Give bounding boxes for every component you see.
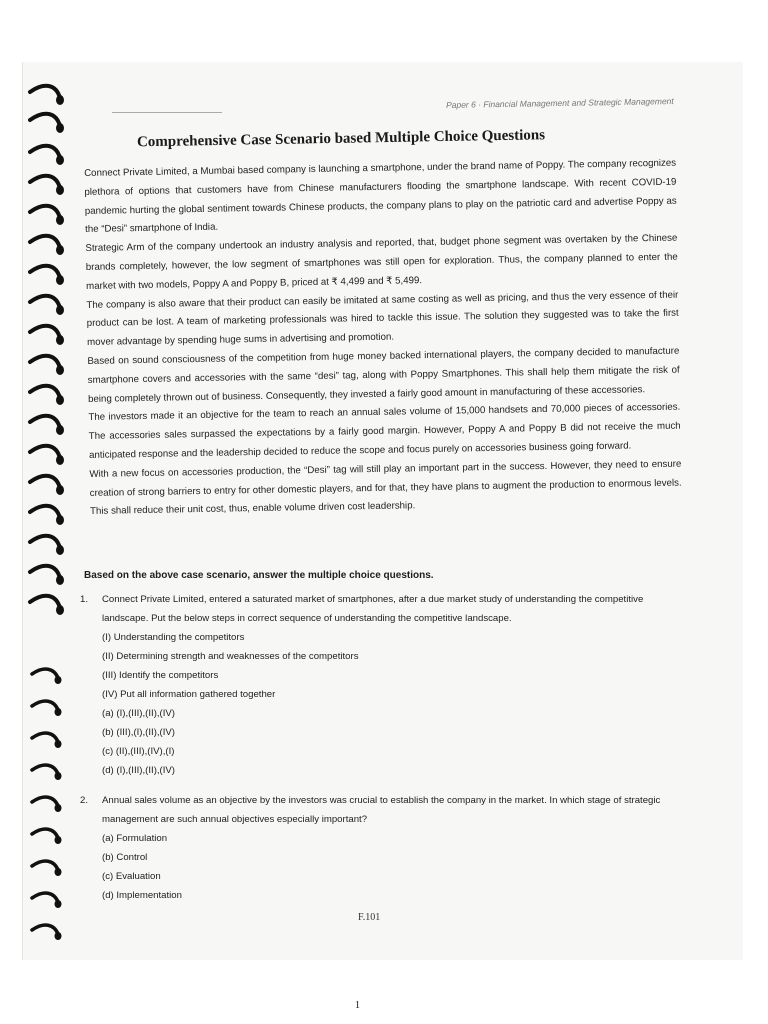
- answer-option-d: (d) Implementation: [102, 890, 182, 901]
- answer-option-a: (a) Formulation: [102, 833, 168, 844]
- question-step: (I) Understanding the competitors: [102, 632, 245, 643]
- answer-option-d: (d) (I),(III),(II),(IV): [102, 765, 176, 776]
- page-code: F.101: [358, 912, 381, 923]
- question-1: [80, 590, 676, 780]
- spiral-coils-graphic: [26, 70, 72, 950]
- header-rule: [112, 112, 222, 113]
- instruction-heading: Based on the above case scenario, answer the multiple choice questions.: [84, 570, 434, 581]
- question-number: 2.: [80, 795, 89, 806]
- page-number: 1: [355, 1000, 360, 1011]
- answer-option-c: (c) (II),(III),(IV),(I): [102, 746, 175, 757]
- case-paragraph-6: With a new focus on accessories production, the “Desi” tag will still play an important part in the success. However, they need to ensure creation of strong barriers to entry for other domestic players, and for that, they have plans to augment the production to enormous levels. This shall reduce their unit cost, thus, enable volume driven cost leadership.: [89, 458, 682, 518]
- case-paragraph-4: Based on sound consciousness of the competition from huge money backed international players, the company decided to manufacture smartphone covers and accessories with the same “desi” tag, along with Poppy Smartphones. This shall help them mitigate the risk of being completely thrown out of business. Consequently, they invested a fairly good amount in manufacturing of these accessories.: [87, 345, 680, 405]
- question-step: (II) Determining strength and weaknesses of the competitors: [102, 651, 359, 662]
- case-paragraph-1: Connect Private Limited, a Mumbai based company is launching a smartphone, under the brand name of Poppy. The company recognizes plethora of options that customers have from Chinese manufacturers flooding the smartphone landscape. With recent COVID-19 pandemic hurting the global sentiment towards Chinese products, the company plans to play on the patriotic card and advertise Poppy as the “Desi” smartphone of India.: [84, 157, 677, 236]
- case-paragraph-2: Strategic Arm of the company undertook an industry analysis and reported, that, budget phone segment was overtaken by the Chinese brands completely, however, the low segment of smartphones was still open for exploration. Thus, the company planned to enter the market with two models, Poppy A and Poppy B, priced at ₹ 4,499 and ₹ 5,499.: [85, 232, 678, 292]
- question-text: Connect Private Limited, entered a saturated market of smartphones, after a due market study of understanding the competitive landscape. Put the below steps in correct sequence of understanding the competitive landscape.: [102, 594, 644, 624]
- case-paragraph-5: The investors made it an objective for the team to reach an annual sales volume of 15,000 handsets and 70,000 pieces of accessories. The accessories sales surpassed the expectations by a fairly good margin. However, Poppy A and Poppy B did not receive the much anticipated response and the leadership decided to reduce the scope and focus purely on accessories business going forward.: [88, 401, 681, 461]
- answer-option-b: (b) Control: [102, 852, 148, 863]
- page-title: Comprehensive Case Scenario based Multiple Choice Questions: [136, 127, 546, 151]
- spiral-binding: [26, 70, 72, 950]
- question-number: 1.: [80, 594, 89, 605]
- running-head: Paper 6 · Financial Management and Strategic Management: [446, 96, 675, 110]
- question-step: (III) Identify the competitors: [102, 670, 219, 681]
- question-2: [80, 791, 676, 905]
- question-step: (IV) Put all information gathered together: [102, 689, 276, 700]
- case-paragraph-3: The company is also aware that their product can easily be imitated at same costing as well as pricing, and thus the very essence of their product can be lost. A team of marketing professionals was hired to tackle this issue. The solution they suggested was to take the first mover advantage by spending huge sums in advertising and promotion.: [86, 289, 679, 349]
- question-text: Annual sales volume as an objective by the investors was crucial to establish the company in the market. In which stage of strategic management are such annual objectives especially important?: [102, 795, 661, 825]
- answer-option-b: (b) (III),(I),(II),(IV): [102, 727, 176, 738]
- answer-option-a: (a) (I),(III),(II),(IV): [102, 708, 176, 719]
- answer-option-c: (c) Evaluation: [102, 871, 161, 882]
- case-scenario: [84, 155, 682, 522]
